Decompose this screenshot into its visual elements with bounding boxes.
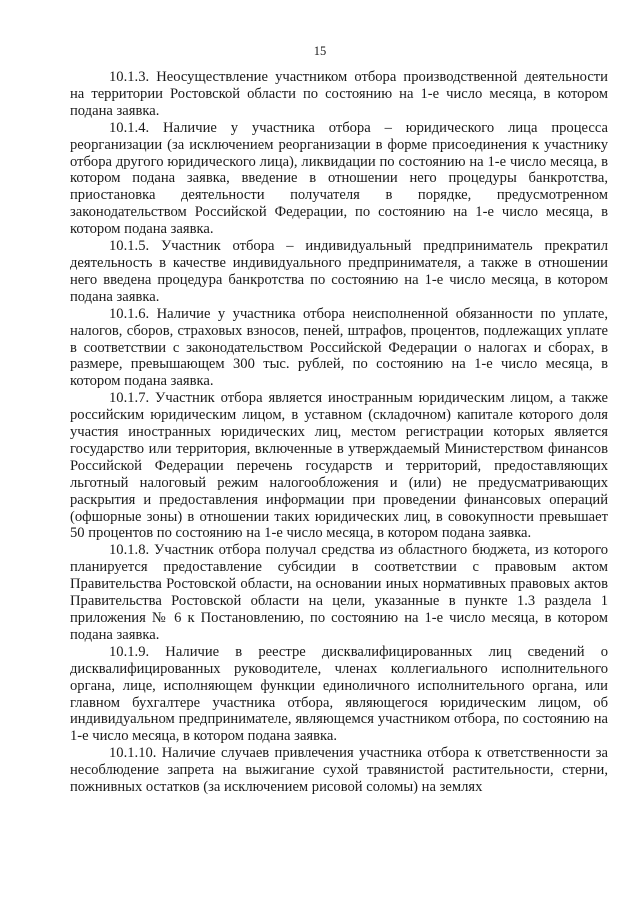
paragraph-10-1-4: 10.1.4. Наличие у участника отбора – юридического лица процесса реорганизации (за исключением реорганизации в форме присоединения к участнику отбора другого юридического лица), ликвидации по состоянию на 1-е число месяца, в котором подана заявка, введение в отношении него процедуры банкротства, приостановка деятельности получателя в порядке, предусмотренном законодательством Российской Федерации, по состоянию на 1-е число месяца, в котором подана заявка. (70, 119, 608, 238)
paragraph-10-1-3: 10.1.3. Неосуществление участником отбора производственной деятельности на территории Ростовской области по состоянию на 1-е число месяца, в котором подана заявка. (70, 69, 608, 119)
paragraph-10-1-7: 10.1.7. Участник отбора является иностранным юридическим лицом, а также российским юридическим лицом, в уставном (складочном) капитале которого доля участия иностранных юридических лиц, местом регистрации которых является государство или территория, включенные в утверждаемый Министерством финансов Российской Федерации перечень государств и территорий, предоставляющих льготный налоговый режим налогообложения и (или) не предусматривающих раскрытия и предоставления информации при проведении финансовых операций (офшорные зоны) в отношении таких юридических лиц, в совокупности превышает 50 процентов по состоянию на 1-е число месяца, в котором подана заявка. (70, 390, 608, 542)
page-number: 15 (313, 44, 327, 58)
paragraph-10-1-10: 10.1.10. Наличие случаев привлечения участника отбора к ответственности за несоблюдение запрета на выжигание сухой травянистой растительности, стерни, пожнивных остатков (за исключением рисовой соломы) на землях (70, 745, 608, 796)
paragraph-10-1-5: 10.1.5. Участник отбора – индивидуальный предприниматель прекратил деятельность в качестве индивидуального предпринимателя, а также в отношении него введена процедура банкротства по состоянию на 1-е число месяца, в котором подана заявка. (70, 238, 608, 305)
paragraph-10-1-6: 10.1.6. Наличие у участника отбора неисполненной обязанности по уплате, налогов, сборов, страховых взносов, пеней, штрафов, процентов, подлежащих уплате в соответствии с законодательством Российской Федерации о налогах и сборах, в размере, превышающем 300 тыс. рублей, по состоянию на 1-е число месяца, в котором подана заявка. (70, 305, 608, 390)
paragraph-10-1-9: 10.1.9. Наличие в реестре дисквалифицированных лиц сведений о дисквалифицированных руководителе, членах коллегиального исполнительного органа, лице, исполняющем функции единоличного исполнительного органа, или главном бухгалтере участника отбора, являющегося юридическим лицом, об индивидуальном предпринимателе, являющемся участником отбора, по состоянию на 1-е число месяца, в котором подана заявка. (70, 643, 608, 745)
paragraph-10-1-8: 10.1.8. Участник отбора получал средства из областного бюджета, из которого планируется предоставление субсидии в соответствии с правовым актом Правительства Ростовской области, на основании иных нормативных правовых актов Правительства Ростовской области на цели, указанные в пункте 1.3 раздела 1 приложения № 6 к Постановлению, по состоянию на 1-е число месяца, в котором подана заявка. (70, 542, 608, 643)
document-body (70, 69, 608, 796)
